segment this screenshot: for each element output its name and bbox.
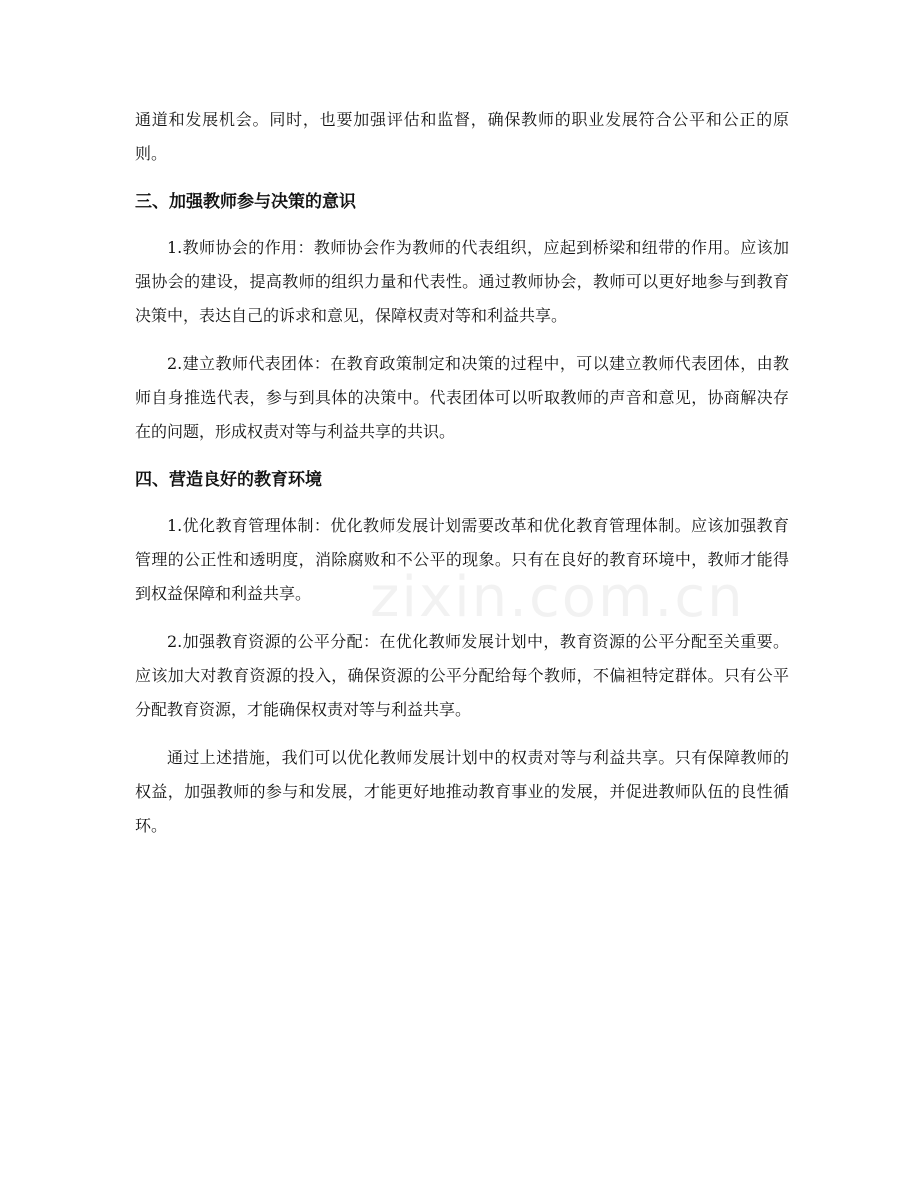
section-3-paragraph-1: 1.教师协会的作用：教师协会作为教师的代表组织，应起到桥梁和纽带的作用。应该加强协会的建设，提高教师的组织力量和代表性。通过教师协会，教师可以更好地参与到教育决策中，表达自己的诉求和意见，保障权责对等和利益共享。: [135, 238, 789, 325]
section-4-paragraph-1: 1.优化教育管理体制：优化教师发展计划需要改革和优化教育管理体制。应该加强教育管理的公正性和透明度，消除腐败和不公平的现象。只有在良好的教育环境中，教师才能得到权益保障和利益共享。: [135, 516, 789, 603]
section-4-paragraph-2: 2.加强教育资源的公平分配：在优化教师发展计划中，教育资源的公平分配至关重要。应该加大对教育资源的投入，确保资源的公平分配给每个教师，不偏袒特定群体。只有公平分配教育资源，才能确保权责对等与利益共享。: [135, 632, 789, 719]
section-heading-4: 四、营造良好的教育环境: [135, 470, 322, 490]
document-body: [135, 103, 789, 843]
watermark: zixin.com.cn: [370, 565, 745, 630]
intro-paragraph: 通道和发展机会。同时，也要加强评估和监督，确保教师的职业发展符合公平和公正的原则。: [135, 110, 789, 163]
section-3-paragraph-2: 2.建立教师代表团体：在教育政策制定和决策的过程中，可以建立教师代表团体，由教师自身推选代表，参与到具体的决策中。代表团体可以听取教师的声音和意见，协商解决存在的问题，形成权责对等与利益共享的共识。: [135, 354, 789, 441]
conclusion-paragraph: 通过上述措施，我们可以优化教师发展计划中的权责对等与利益共享。只有保障教师的权益，加强教师的参与和发展，才能更好地推动教育事业的发展，并促进教师队伍的良性循环。: [135, 748, 789, 835]
section-heading-3: 三、加强教师参与决策的意识: [135, 192, 356, 212]
